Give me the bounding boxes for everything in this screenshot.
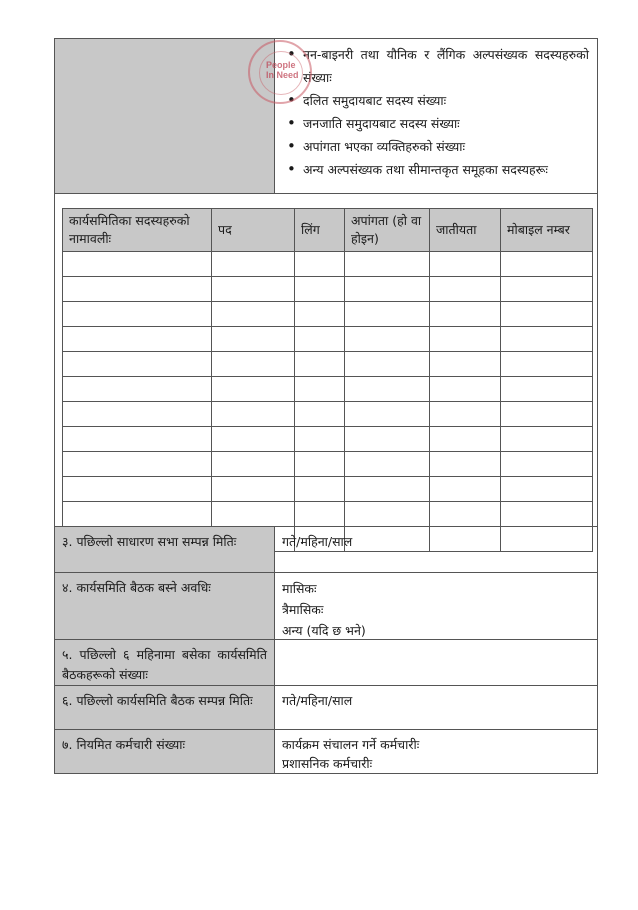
staff-count-row: [55, 730, 597, 773]
table-row: [63, 277, 593, 302]
name-cell[interactable]: [63, 502, 212, 527]
position-cell[interactable]: [212, 252, 295, 277]
mobile-cell[interactable]: [501, 352, 593, 377]
meeting-count-row: [55, 640, 597, 686]
general-assembly-row: [55, 527, 597, 573]
name-cell[interactable]: [63, 452, 212, 477]
disability-cell[interactable]: [345, 502, 430, 527]
position-cell[interactable]: [212, 502, 295, 527]
last-meeting-label: ६. पछिल्लो कार्यसमिति बैठक सम्पन्न मितिः: [55, 686, 275, 729]
minority-bullet-list: [275, 39, 597, 181]
position-cell[interactable]: [212, 452, 295, 477]
disability-cell[interactable]: [345, 352, 430, 377]
staff-count-label: ७. नियमित कर्मचारी संख्याः: [55, 730, 275, 773]
disability-cell[interactable]: [345, 327, 430, 352]
bullet-other-marginalized: • अन्य अल्पसंख्यक तथा सीमान्तकृत समूहका सदस्यहरूः: [303, 158, 589, 181]
mobile-cell[interactable]: [501, 277, 593, 302]
last-meeting-row: [55, 686, 597, 730]
name-cell[interactable]: [63, 402, 212, 427]
gender-cell[interactable]: [295, 402, 345, 427]
ethnicity-cell[interactable]: [430, 402, 501, 427]
gender-cell[interactable]: [295, 377, 345, 402]
mobile-cell[interactable]: [501, 302, 593, 327]
mobile-cell[interactable]: [501, 452, 593, 477]
admin-staff-field: प्रशासनिक कर्मचारीः: [282, 756, 373, 771]
ethnicity-cell[interactable]: [430, 477, 501, 502]
gender-cell[interactable]: [295, 502, 345, 527]
meeting-count-label: ५. पछिल्लो ६ महिनामा बसेका कार्यसमिति बैठकहरूको संख्याः: [55, 640, 275, 685]
table-row: [63, 252, 593, 277]
header-ethnicity: जातीयता: [430, 209, 501, 252]
disability-cell[interactable]: [345, 452, 430, 477]
name-cell[interactable]: [63, 352, 212, 377]
name-cell[interactable]: [63, 327, 212, 352]
name-cell[interactable]: [63, 427, 212, 452]
gender-cell[interactable]: [295, 302, 345, 327]
meeting-count-value[interactable]: [275, 640, 597, 685]
name-cell[interactable]: [63, 302, 212, 327]
table-row: [63, 402, 593, 427]
table-row: [63, 502, 593, 527]
position-cell[interactable]: [212, 277, 295, 302]
table-row: [63, 377, 593, 402]
gender-cell[interactable]: [295, 477, 345, 502]
gender-cell[interactable]: [295, 252, 345, 277]
members-table-body: [63, 252, 593, 552]
members-table-header: [63, 209, 593, 252]
position-cell[interactable]: [212, 327, 295, 352]
monthly-option: मासिकः: [282, 581, 317, 596]
bullet-dalit: • दलित समुदायबाट सदस्य संख्याः: [303, 89, 589, 112]
table-row: [63, 477, 593, 502]
last-meeting-value[interactable]: [275, 686, 597, 729]
disability-cell[interactable]: [345, 402, 430, 427]
organization-stamp: [248, 40, 312, 104]
disability-cell[interactable]: [345, 302, 430, 327]
ethnicity-cell[interactable]: [430, 277, 501, 302]
mobile-cell[interactable]: [501, 252, 593, 277]
table-row: [63, 352, 593, 377]
quarterly-option: त्रैमासिकः: [282, 602, 324, 617]
gender-cell[interactable]: [295, 277, 345, 302]
gender-cell[interactable]: [295, 327, 345, 352]
ethnicity-cell[interactable]: [430, 502, 501, 527]
position-cell[interactable]: [212, 402, 295, 427]
date-format-text: गते/महिना/साल: [282, 534, 353, 549]
general-assembly-label: ३. पछिल्लो साधारण सभा सम्पन्न मितिः: [55, 527, 275, 572]
header-mobile-number: मोबाइल नम्बर: [501, 209, 593, 252]
members-section: [55, 194, 597, 527]
date-format-text: गते/महिना/साल: [282, 693, 353, 708]
bullet-janajati: • जनजाति समुदायबाट सदस्य संख्याः: [303, 112, 589, 135]
position-cell[interactable]: [212, 427, 295, 452]
mobile-cell[interactable]: [501, 377, 593, 402]
bullet-nonbinary: • नन-बाइनरी तथा यौनिक र लैंगिक अल्पसंख्यक सदस्यहरुको संख्याः: [303, 43, 589, 89]
table-row: [63, 427, 593, 452]
header-gender: लिंग: [295, 209, 345, 252]
gender-cell[interactable]: [295, 352, 345, 377]
header-position: पद: [212, 209, 295, 252]
position-cell[interactable]: [212, 477, 295, 502]
name-cell[interactable]: [63, 277, 212, 302]
minority-section: [55, 39, 597, 194]
mobile-cell[interactable]: [501, 502, 593, 527]
meeting-frequency-row: [55, 573, 597, 640]
name-cell[interactable]: [63, 477, 212, 502]
name-cell[interactable]: [63, 252, 212, 277]
ethnicity-cell[interactable]: [430, 427, 501, 452]
meeting-frequency-value[interactable]: [275, 573, 597, 639]
form-frame: [54, 38, 598, 774]
bullet-disability: • अपांगता भएका व्यक्तिहरुको संख्याः: [303, 135, 589, 158]
table-row: [63, 327, 593, 352]
mobile-cell[interactable]: [501, 402, 593, 427]
other-option: अन्य (यदि छ भने): [282, 623, 366, 638]
disability-cell[interactable]: [345, 427, 430, 452]
meeting-frequency-label: ४. कार्यसमिति बैठक बस्ने अवधिः: [55, 573, 275, 639]
ethnicity-cell[interactable]: [430, 327, 501, 352]
mobile-cell[interactable]: [501, 327, 593, 352]
disability-cell[interactable]: [345, 252, 430, 277]
mobile-cell[interactable]: [501, 477, 593, 502]
mobile-cell[interactable]: [501, 427, 593, 452]
staff-count-value[interactable]: [275, 730, 597, 773]
ethnicity-cell[interactable]: [430, 352, 501, 377]
ethnicity-cell[interactable]: [430, 452, 501, 477]
disability-cell[interactable]: [345, 377, 430, 402]
stamp-logo-text: People In Need: [266, 60, 299, 80]
minority-bullets-cell: [275, 39, 597, 193]
table-row: [63, 452, 593, 477]
position-cell[interactable]: [212, 352, 295, 377]
disability-cell[interactable]: [345, 277, 430, 302]
gender-cell[interactable]: [295, 427, 345, 452]
position-cell[interactable]: [212, 302, 295, 327]
gender-cell[interactable]: [295, 452, 345, 477]
ethnicity-cell[interactable]: [430, 302, 501, 327]
header-member-names: कार्यसमितिका सदस्यहरुको नामावलीः: [63, 209, 212, 252]
ethnicity-cell[interactable]: [430, 252, 501, 277]
name-cell[interactable]: [63, 377, 212, 402]
table-row: [63, 302, 593, 327]
minority-label-cell: [55, 39, 275, 193]
header-disability: अपांगता (हो वा होइन): [345, 209, 430, 252]
ethnicity-cell[interactable]: [430, 377, 501, 402]
position-cell[interactable]: [212, 377, 295, 402]
program-staff-field: कार्यक्रम संचालन गर्ने कर्मचारीः: [282, 737, 420, 752]
disability-cell[interactable]: [345, 477, 430, 502]
general-assembly-value[interactable]: [275, 527, 597, 572]
members-table: [62, 208, 593, 552]
